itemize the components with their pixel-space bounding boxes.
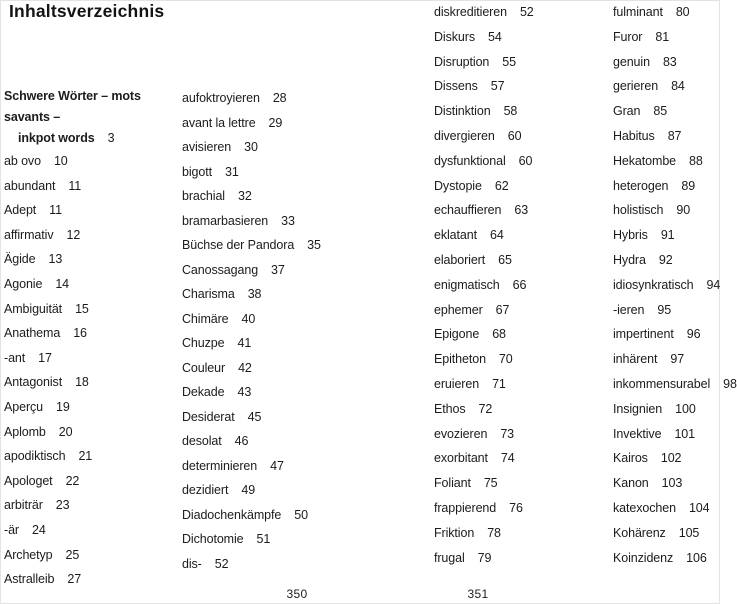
toc-entry-term: Habitus <box>613 128 655 143</box>
toc-column-2 <box>182 90 362 580</box>
toc-entry-term: Aperçu <box>4 399 44 414</box>
toc-entry <box>4 374 176 399</box>
toc-entry <box>434 550 609 575</box>
toc-entry-page: 80 <box>675 5 690 19</box>
toc-entry <box>434 277 609 302</box>
toc-entry <box>434 128 609 153</box>
chapter-heading-page: 3 <box>107 131 115 145</box>
toc-entry-term: Insignien <box>613 401 663 416</box>
toc-entry-page: 11 <box>68 178 82 193</box>
toc-entry <box>4 497 176 522</box>
toc-entry <box>434 4 609 29</box>
toc-entry <box>182 531 362 556</box>
toc-entry-term: evozieren <box>434 426 488 441</box>
toc-entry-page: 27 <box>67 572 82 587</box>
toc-entry <box>434 475 609 500</box>
toc-entry-page: 13 <box>48 252 63 267</box>
toc-entry-page: 32 <box>237 189 252 203</box>
toc-entry-page: 84 <box>671 79 685 94</box>
toc-entry-page: 79 <box>477 550 492 565</box>
toc-entry <box>182 213 362 238</box>
toc-entry-page: 102 <box>660 451 682 466</box>
toc-entry-term: Invektive <box>613 426 662 441</box>
toc-entry <box>182 409 362 434</box>
toc-entry <box>613 351 720 376</box>
toc-entry-term: ephemer <box>434 302 483 317</box>
chapter-heading-line1: Schwere Wörter – mots savants – <box>4 89 141 124</box>
toc-entry-page: 21 <box>78 449 93 464</box>
toc-entry <box>182 115 362 140</box>
toc-entry <box>4 227 176 252</box>
chapter-heading <box>4 86 176 149</box>
toc-entry-term: Hydra <box>613 252 646 267</box>
toc-entry-term: -ieren <box>613 302 645 317</box>
toc-entry-term: Kohärenz <box>613 525 666 540</box>
toc-entry <box>434 401 609 426</box>
toc-entry <box>434 153 609 178</box>
toc-entry-page: 76 <box>509 500 523 515</box>
toc-entry-term: Distinktion <box>434 104 491 119</box>
toc-entry-page: 28 <box>272 91 287 105</box>
toc-entry <box>182 360 362 385</box>
toc-entry <box>434 178 609 203</box>
toc-entry-term: Apologet <box>4 473 53 488</box>
toc-entry-page: 100 <box>675 401 696 416</box>
toc-entry-page: 58 <box>503 104 518 119</box>
toc-entry <box>434 326 609 351</box>
toc-entry <box>182 237 362 262</box>
toc-entry-page: 24 <box>31 522 46 537</box>
toc-entry-page: 92 <box>658 252 673 267</box>
toc-entry <box>613 475 720 500</box>
toc-entry-term: Kairos <box>613 451 648 466</box>
toc-entry-page: 87 <box>667 128 682 143</box>
toc-entry-term: dezidiert <box>182 483 229 497</box>
toc-entry-term: ab ovo <box>4 154 41 168</box>
toc-column-4 <box>613 4 737 574</box>
chapter-heading-text: inkpot words <box>18 131 95 145</box>
toc-entry-term: Friktion <box>434 525 475 540</box>
toc-entry-term: bigott <box>182 164 212 179</box>
toc-entry-term: inkommensurabel <box>613 376 711 391</box>
toc-entry-page: 104 <box>688 500 710 515</box>
toc-entries-3 <box>434 4 609 574</box>
toc-entry-page: 60 <box>518 153 533 168</box>
toc-entry <box>4 251 176 276</box>
toc-entry <box>182 164 362 189</box>
toc-entry <box>613 54 720 79</box>
toc-entry <box>434 29 609 54</box>
toc-entry <box>182 482 362 507</box>
toc-entry-term: Charisma <box>182 287 235 301</box>
toc-entry <box>613 202 720 227</box>
page-number-right: 351 <box>467 587 489 601</box>
toc-entry <box>434 426 609 451</box>
toc-entry-page: 40 <box>241 311 256 326</box>
toc-entry <box>4 424 176 449</box>
toc-entry-page: 74 <box>500 451 515 466</box>
toc-entry-page: 20 <box>58 424 73 439</box>
toc-entries-2 <box>182 90 362 580</box>
toc-entry-term: apodiktisch <box>4 449 66 464</box>
toc-entry <box>613 178 720 203</box>
toc-entry-page: 106 <box>686 550 707 565</box>
toc-entry-term: -ant <box>4 350 26 365</box>
toc-entry-term: inhärent <box>613 352 658 367</box>
toc-entry <box>182 188 362 213</box>
toc-entry-page: 47 <box>270 458 284 473</box>
toc-entry-page: 50 <box>294 507 308 522</box>
toc-entry-page: 62 <box>494 178 509 193</box>
toc-entry-term: Chimäre <box>182 311 229 326</box>
toc-entry <box>613 29 720 54</box>
toc-entry-page: 78 <box>487 525 501 540</box>
page-number-left: 350 <box>286 587 308 601</box>
toc-entry-page: 49 <box>241 483 256 497</box>
toc-entry-term: Büchse der Pandora <box>182 238 295 252</box>
toc-entry <box>613 78 720 103</box>
toc-entry-page: 85 <box>653 104 668 119</box>
toc-entry-term: Archetyp <box>4 547 53 562</box>
toc-entry-term: echauffieren <box>434 203 502 218</box>
toc-entry-page: 73 <box>500 426 515 441</box>
toc-entry-term: frugal <box>434 550 465 565</box>
toc-entry-page: 29 <box>268 115 283 130</box>
toc-entry-page: 66 <box>512 277 527 292</box>
toc-entry-page: 12 <box>66 227 81 242</box>
toc-entry <box>434 227 609 252</box>
toc-entry-page: 10 <box>53 154 68 168</box>
toc-entry-page: 105 <box>678 525 700 540</box>
toc-entry <box>613 500 720 525</box>
toc-entry-term: Chuzpe <box>182 336 225 350</box>
toc-entry-term: affirmativ <box>4 227 54 242</box>
toc-entry-page: 42 <box>238 360 252 375</box>
toc-entry-term: divergieren <box>434 128 495 143</box>
toc-entry-page: 38 <box>247 287 262 301</box>
toc-entry-page: 81 <box>655 29 670 44</box>
toc-entry <box>613 550 720 575</box>
toc-entry-page: 25 <box>65 547 80 562</box>
toc-entry-page: 68 <box>492 327 506 342</box>
toc-entry <box>4 202 176 227</box>
toc-entry <box>182 458 362 483</box>
toc-entry-term: Adept <box>4 203 37 218</box>
toc-entry <box>182 286 362 311</box>
toc-entries-4 <box>613 4 737 574</box>
toc-entry-term: abundant <box>4 178 56 193</box>
toc-entry-term: Hekatombe <box>613 153 677 168</box>
toc-entry <box>434 500 609 525</box>
toc-entry-term: avisieren <box>182 140 232 154</box>
toc-entry <box>613 426 720 451</box>
toc-entry-term: Dystopie <box>434 178 482 193</box>
toc-entry <box>4 448 176 473</box>
toc-entry-term: Aplomb <box>4 424 46 439</box>
toc-entry-page: 15 <box>75 301 89 316</box>
toc-entry-page: 65 <box>498 252 512 267</box>
toc-entry-term: Desiderat <box>182 409 235 424</box>
toc-entry-term: enigmatisch <box>434 277 500 292</box>
toc-entry-term: fulminant <box>613 5 663 19</box>
toc-entry-page: 83 <box>662 54 677 69</box>
toc-entry-term: idiosynkratisch <box>613 277 694 292</box>
toc-entry <box>434 302 609 327</box>
toc-entry-page: 46 <box>234 434 249 448</box>
toc-entry-page: 52 <box>519 5 534 19</box>
toc-entry-page: 30 <box>244 140 258 154</box>
toc-entry-page: 18 <box>75 375 89 390</box>
toc-entry-term: Furor <box>613 29 643 44</box>
toc-entry-page: 51 <box>256 532 271 546</box>
toc-entry-term: genuin <box>613 54 650 69</box>
toc-entry-term: determinieren <box>182 458 258 473</box>
toc-entry-term: Agonie <box>4 276 43 291</box>
toc-entry-page: 22 <box>65 473 80 488</box>
toc-entry <box>613 525 720 550</box>
toc-entry <box>613 153 720 178</box>
toc-entry-term: exorbitant <box>434 451 488 466</box>
toc-entry-page: 55 <box>502 54 516 69</box>
toc-entry <box>434 103 609 128</box>
toc-entry-term: Astralleib <box>4 572 55 587</box>
toc-entry <box>4 301 176 326</box>
toc-entry <box>4 153 176 178</box>
toc-entry <box>613 4 720 29</box>
toc-entry-term: Ethos <box>434 401 466 416</box>
toc-entry <box>182 507 362 532</box>
toc-column-3 <box>434 4 609 574</box>
toc-entry-term: Canossagang <box>182 262 259 277</box>
toc-entry <box>4 325 176 350</box>
toc-entry-page: 67 <box>495 302 510 317</box>
toc-entry-term: Koinzidenz <box>613 550 674 565</box>
toc-entry-page: 35 <box>307 238 321 252</box>
toc-entry-page: 75 <box>483 476 498 491</box>
toc-entry <box>182 556 362 581</box>
toc-entry <box>613 227 720 252</box>
toc-entry-page: 72 <box>478 401 493 416</box>
toc-entry <box>613 401 720 426</box>
toc-entry-page: 57 <box>490 79 505 94</box>
toc-entry-term: -är <box>4 522 19 537</box>
toc-entry <box>613 277 720 302</box>
toc-entry-page: 70 <box>498 352 513 367</box>
toc-entry-page: 45 <box>247 409 262 424</box>
toc-column-1 <box>4 86 176 596</box>
toc-entry-page: 101 <box>674 426 695 441</box>
toc-entry-page: 90 <box>676 203 691 218</box>
toc-entry-page: 54 <box>487 29 502 44</box>
toc-entry-term: brachial <box>182 189 225 203</box>
toc-entry-term: aufoktroyieren <box>182 91 260 105</box>
toc-entry <box>434 202 609 227</box>
toc-entry-page: 43 <box>237 385 252 399</box>
toc-entry <box>434 450 609 475</box>
toc-entry-page: 63 <box>514 203 529 218</box>
toc-entry-page: 94 <box>706 277 721 292</box>
toc-entry <box>4 473 176 498</box>
toc-entry-term: Epigone <box>434 327 480 342</box>
toc-entry-term: Dekade <box>182 385 225 399</box>
toc-entry <box>613 326 720 351</box>
toc-entry-term: Epitheton <box>434 352 486 367</box>
toc-entry-page: 91 <box>660 228 675 243</box>
toc-entry-term: Foliant <box>434 476 471 491</box>
toc-entry-term: Couleur <box>182 360 226 375</box>
toc-entry-page: 64 <box>489 228 504 243</box>
toc-entries-1 <box>4 153 176 596</box>
toc-entry <box>434 78 609 103</box>
toc-entry <box>434 376 609 401</box>
toc-entry <box>613 103 720 128</box>
toc-entry <box>613 252 720 277</box>
toc-entry-page: 16 <box>73 326 87 341</box>
toc-entry <box>182 311 362 336</box>
toc-entry-page: 96 <box>686 327 701 342</box>
toc-entry-term: diskreditieren <box>434 5 507 19</box>
toc-entry <box>4 522 176 547</box>
toc-entry <box>182 335 362 360</box>
toc-entry-term: eklatant <box>434 228 477 243</box>
chapter-heading-line2 <box>4 128 176 149</box>
toc-entry-term: Dichotomie <box>182 532 244 546</box>
toc-entry-term: impertinent <box>613 327 674 342</box>
toc-entry-page: 60 <box>507 128 522 143</box>
toc-entry-term: Gran <box>613 104 641 119</box>
toc-entry-term: avant la lettre <box>182 115 256 130</box>
toc-entry-page: 31 <box>224 164 239 179</box>
toc-entry <box>4 399 176 424</box>
toc-entry-page: 41 <box>237 336 252 350</box>
toc-entry-page: 33 <box>281 213 295 228</box>
toc-entry-term: dysfunktional <box>434 153 506 168</box>
toc-entry <box>434 252 609 277</box>
toc-entry-term: Hybris <box>613 228 648 243</box>
toc-entry <box>4 571 176 596</box>
toc-entry-term: eruieren <box>434 376 480 391</box>
toc-entry-page: 98 <box>723 376 737 391</box>
toc-entry <box>613 128 720 153</box>
toc-entry-page: 37 <box>271 262 285 277</box>
toc-entry-page: 11 <box>49 203 62 218</box>
toc-entry-page: 14 <box>55 276 70 291</box>
toc-entry-page: 88 <box>689 153 703 168</box>
toc-entry <box>434 351 609 376</box>
toc-entry <box>434 525 609 550</box>
toc-entry-term: Kanon <box>613 476 649 491</box>
toc-entry-page: 103 <box>661 476 683 491</box>
toc-entry-term: Diskurs <box>434 29 475 44</box>
toc-entry <box>434 54 609 79</box>
toc-entry <box>613 302 720 327</box>
toc-entry-page: 17 <box>38 350 52 365</box>
toc-entry-term: Ägide <box>4 252 36 267</box>
toc-entry <box>182 384 362 409</box>
toc-entry-term: bramarbasieren <box>182 213 269 228</box>
page-title: Inhaltsverzeichnis <box>9 1 165 21</box>
toc-entry-term: heterogen <box>613 178 669 193</box>
toc-entry-term: arbiträr <box>4 498 43 513</box>
toc-entry <box>182 433 362 458</box>
toc-entry-page: 52 <box>214 556 229 571</box>
toc-entry-term: frappierend <box>434 500 497 515</box>
toc-entry <box>182 139 362 164</box>
toc-entry-term: Dissens <box>434 79 478 94</box>
toc-entry <box>4 547 176 572</box>
toc-entry-page: 97 <box>670 352 685 367</box>
toc-entry-page: 71 <box>492 376 506 391</box>
toc-entry-term: Antagonist <box>4 375 63 390</box>
toc-entry-term: desolat <box>182 434 222 448</box>
toc-entry-page: 89 <box>681 178 696 193</box>
toc-entry <box>182 262 362 287</box>
toc-entry-term: Anathema <box>4 326 61 341</box>
toc-entry <box>4 350 176 375</box>
toc-entry-page: 23 <box>55 498 70 513</box>
toc-entry-page: 19 <box>56 399 70 414</box>
toc-entry-term: elaboriert <box>434 252 486 267</box>
toc-entry-term: dis- <box>182 556 202 571</box>
toc-entry-term: Diadochenkämpfe <box>182 507 282 522</box>
toc-entry-term: gerieren <box>613 79 659 94</box>
toc-entry-term: Ambiguität <box>4 301 63 316</box>
toc-entry <box>613 450 720 475</box>
toc-entry <box>613 376 737 401</box>
toc-entry <box>4 178 176 203</box>
toc-entry <box>182 90 362 115</box>
toc-entry-term: holistisch <box>613 203 664 218</box>
toc-entry-term: Disruption <box>434 54 490 69</box>
toc-entry-page: 95 <box>657 302 672 317</box>
toc-entry-term: katexochen <box>613 500 676 515</box>
toc-entry <box>4 276 176 301</box>
